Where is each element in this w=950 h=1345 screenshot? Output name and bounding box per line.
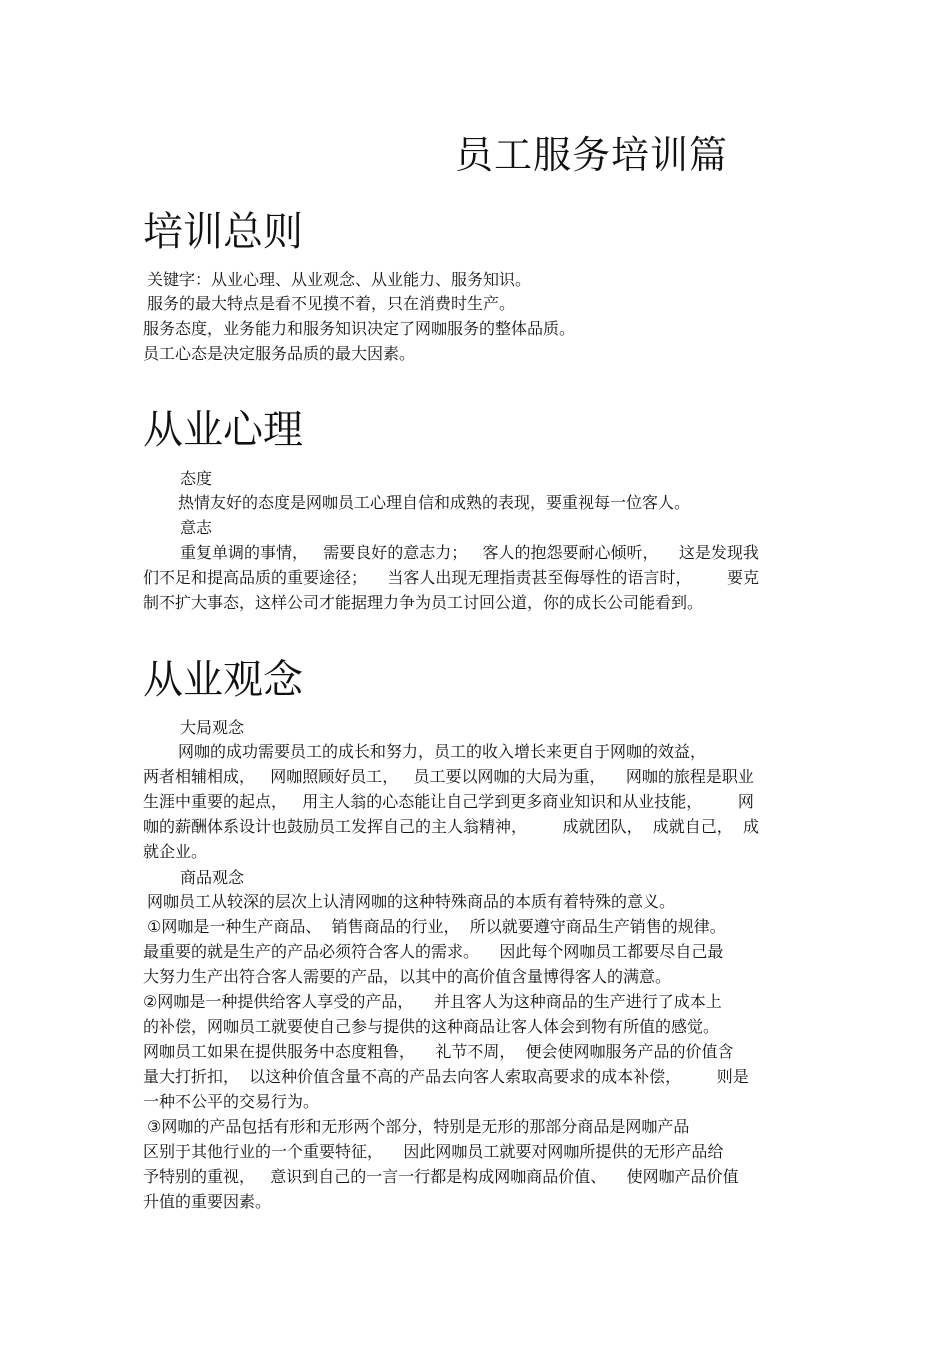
- subheading-attitude: 态度: [180, 469, 213, 488]
- paragraph-line: 服务态度，业务能力和服务知识决定了网咖服务的整体品质。: [143, 319, 576, 338]
- paragraph-line: 制不扩大事态，这样公司才能据理力争为员工讨回公道，你的成长公司能看到。: [143, 593, 704, 612]
- paragraph-line: 一种不公平的交易行为。: [143, 1092, 320, 1111]
- paragraph-line: 服务的最大特点是看不见摸不着，只在消费时生产。: [147, 294, 516, 313]
- paragraph-line: 升值的重要因素。: [143, 1192, 272, 1211]
- paragraph-line: 的补偿，网咖员工就要使自己参与提供的这种商品让客人体会到物有所值的感觉。: [143, 1017, 720, 1036]
- paragraph-line: 员工心态是决定服务品质的最大因素。: [143, 344, 416, 363]
- paragraph-line: 就企业。: [143, 842, 208, 861]
- paragraph-line: ③网咖的产品包括有形和无形两个部分，特别是无形的那部分商品是网咖产品: [147, 1117, 690, 1136]
- paragraph-line: 网咖的成功需要员工的成长和努力，员工的收入增长来更自于网咖的效益，: [178, 742, 707, 761]
- paragraph-line: ②网咖是一种提供给客人享受的产品， 并且客人为这种商品的生产进行了成本上: [143, 992, 722, 1011]
- paragraph-line: ①网咖是一种生产商品、 销售商品的行业， 所以就要遵守商品生产销售的规律。: [147, 917, 726, 936]
- paragraph-line: 予特别的重视， 意识到自己的一言一行都是构成网咖商品价值、 使网咖产品价值: [143, 1167, 739, 1186]
- paragraph-line: 网咖员工从较深的层次上认清网咖的这种特殊商品的本质有着特殊的意义。: [147, 892, 676, 911]
- section-heading-general: 培训总则: [143, 209, 303, 255]
- paragraph-line: 大努力生产出符合客人需要的产品，以其中的高价值含量博得客人的满意。: [143, 967, 672, 986]
- paragraph-line: 最重要的就是生产的产品必须符合客人的需求。 因此每个网咖员工都要尽自己最: [143, 942, 724, 961]
- subheading-big-picture: 大局观念: [180, 718, 245, 737]
- section-heading-concepts: 从业观念: [143, 657, 303, 703]
- paragraph-line: 区别于其他行业的一个重要特征， 因此网咖员工就要对网咖所提供的无形产品给: [143, 1142, 724, 1161]
- subheading-willpower: 意志: [180, 518, 213, 537]
- paragraph-line: 两者相辅相成， 网咖照顾好员工， 员工要以网咖的大局为重， 网咖的旅程是职业: [143, 767, 754, 786]
- paragraph-line: 网咖员工如果在提供服务中态度粗鲁， 礼节不周， 便会使网咖服务产品的价值含: [143, 1042, 734, 1061]
- paragraph-line: 们不足和提高品质的重要途径； 当客人出现无理指责甚至侮辱性的语言时， 要克: [143, 568, 759, 587]
- paragraph-line: 量大打折扣， 以这种价值含量不高的产品去向客人索取高要求的成本补偿， 则是: [143, 1067, 749, 1086]
- paragraph-line: 生涯中重要的起点， 用主人翁的心态能让自己学到更多商业知识和从业技能， 网: [143, 792, 754, 811]
- document-title: 员工服务培训篇: [455, 133, 729, 177]
- paragraph-line: 关键字：从业心理、从业观念、从业能力、服务知识。: [147, 270, 532, 289]
- paragraph-line: 重复单调的事情， 需要良好的意志力； 客人的抱怨要耐心倾听， 这是发现我: [180, 543, 759, 562]
- subheading-product: 商品观念: [180, 868, 245, 887]
- paragraph-line: 热情友好的态度是网咖员工心理自信和成熟的表现，要重视每一位客人。: [178, 493, 691, 512]
- section-heading-psychology: 从业心理: [143, 407, 303, 453]
- paragraph-line: 咖的薪酬体系设计也鼓励员工发挥自己的主人翁精神， 成就团队， 成就自己， 成: [143, 817, 759, 836]
